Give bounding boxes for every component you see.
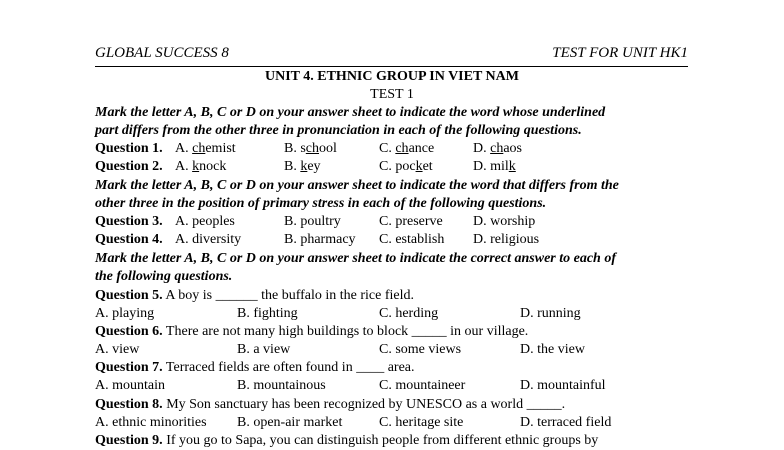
question-3-option-b: B. poultry <box>284 214 341 229</box>
question-1-option-d: D. chaos <box>473 141 523 156</box>
question-5-options <box>95 305 695 323</box>
question-8-option-b: B. open-air market <box>237 415 343 430</box>
question-2 <box>95 158 695 176</box>
question-8-option-d: D. terraced field <box>520 415 612 430</box>
question-3 <box>95 213 695 231</box>
question-6-option-d: D. the view <box>520 342 585 357</box>
question-1-label: Question 1. <box>95 141 163 156</box>
question-6-option-c: C. some views <box>379 342 462 357</box>
question-7-text: Terraced fields are often found in ____ area. <box>162 360 415 375</box>
question-4 <box>95 231 695 249</box>
question-3-option-a: A. peoples <box>175 214 235 229</box>
question-5-text: A boy is ______ the buffalo in the rice field. <box>162 288 414 303</box>
question-6-text: There are not many high buildings to block _____ in our village. <box>162 324 529 339</box>
question-9-stem <box>95 432 598 450</box>
question-8-option-a: A. ethnic minorities <box>95 415 207 430</box>
page-header <box>95 45 688 65</box>
question-7-option-a: A. mountain <box>95 378 165 393</box>
question-4-option-b: B. pharmacy <box>284 232 356 247</box>
question-6-label: Question 6. <box>95 324 163 339</box>
question-1 <box>95 140 695 158</box>
question-1-option-c: C. chance <box>379 141 435 156</box>
question-1-option-a: A. chemist <box>175 141 236 156</box>
question-9-text: If you go to Sapa, you can distinguish people from different ethnic groups by <box>162 433 599 448</box>
question-5-option-c: C. herding <box>379 306 439 321</box>
question-2-option-c: C. pocket <box>379 159 433 174</box>
header-left: GLOBAL SUCCESS 8 <box>95 45 229 61</box>
header-right: TEST FOR UNIT HK1 <box>552 45 688 61</box>
question-2-option-a: A. knock <box>175 159 227 174</box>
page-subtitle: TEST 1 <box>370 87 414 102</box>
question-8-stem <box>95 396 565 414</box>
question-6-option-b: B. a view <box>237 342 291 357</box>
question-9-label: Question 9. <box>95 433 163 448</box>
question-7-option-c: C. mountaineer <box>379 378 466 393</box>
question-6-options <box>95 341 695 359</box>
question-7-option-d: D. mountainful <box>520 378 606 393</box>
question-7-stem <box>95 359 415 377</box>
instruction-correct-line-2: the following questions. <box>95 269 233 284</box>
instruction-pronunciation-line-2: part differs from the other three in pronunciation in each of the following questions. <box>95 123 582 138</box>
question-5-label: Question 5. <box>95 288 163 303</box>
page-title: UNIT 4. ETHNIC GROUP IN VIET NAM <box>265 69 519 84</box>
question-5-option-b: B. fighting <box>237 306 298 321</box>
question-2-option-d: D. milk <box>473 159 516 174</box>
instruction-stress-line-1: Mark the letter A, B, C or D on your answer sheet to indicate the word that differs from the <box>95 178 619 193</box>
question-3-label: Question 3. <box>95 214 163 229</box>
question-4-option-a: A. diversity <box>175 232 242 247</box>
question-4-option-d: D. religious <box>473 232 540 247</box>
question-2-option-b: B. key <box>284 159 321 174</box>
question-3-option-c: C. preserve <box>379 214 443 229</box>
question-1-option-b: B. school <box>284 141 337 156</box>
question-3-option-d: D. worship <box>473 214 536 229</box>
instruction-pronunciation-line-1: Mark the letter A, B, C or D on your answer sheet to indicate the word whose underlined <box>95 105 606 120</box>
header-rule <box>95 66 688 67</box>
question-8-options <box>95 414 695 432</box>
instruction-stress-line-2: other three in the position of primary stress in each of the following questions. <box>95 196 547 211</box>
question-7-label: Question 7. <box>95 360 163 375</box>
question-6-option-a: A. view <box>95 342 140 357</box>
question-5-option-a: A. playing <box>95 306 155 321</box>
question-6-stem <box>95 323 528 341</box>
question-8-text: My Son sanctuary has been recognized by UNESCO as a world _____. <box>162 397 566 412</box>
question-5-stem <box>95 287 414 305</box>
instruction-correct-line-1: Mark the letter A, B, C or D on your answer sheet to indicate the correct answer to each of <box>95 251 616 266</box>
question-8-option-c: C. heritage site <box>379 415 464 430</box>
question-8-label: Question 8. <box>95 397 163 412</box>
question-4-option-c: C. establish <box>379 232 445 247</box>
question-4-label: Question 4. <box>95 232 163 247</box>
question-7-options <box>95 377 695 395</box>
question-2-label: Question 2. <box>95 159 163 174</box>
question-7-option-b: B. mountainous <box>237 378 326 393</box>
question-5-option-d: D. running <box>520 306 581 321</box>
